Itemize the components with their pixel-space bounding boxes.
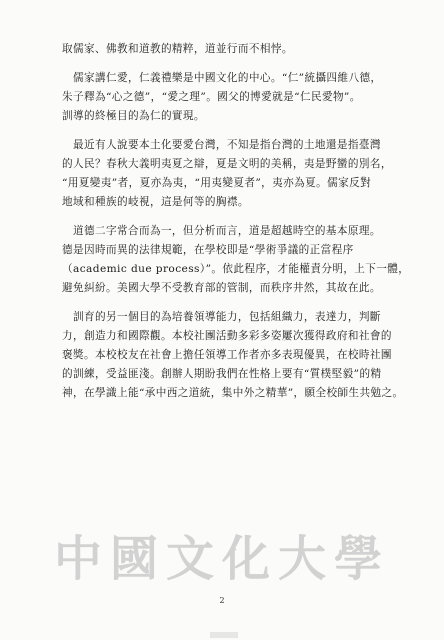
text-line: 儒家講仁愛，仁義禮樂是中國文化的中心。“仁”統攝四維八德， (62, 72, 382, 84)
text-line: 神，在學識上能“承中西之道統，集中外之精華”，願全校師生共勉之。 (62, 387, 404, 399)
text-line: 朱子釋為“心之德”，“愛之理”。國父的博愛就是“仁民愛物”。 (62, 91, 361, 103)
text-line: 訓導的終極目的為仁的實現。 (62, 110, 205, 122)
body-text (62, 40, 410, 413)
text-line: 褒獎。本校校友在社會上擔任領導工作者亦多表現優異，在校時社團 (62, 349, 392, 361)
text-line: 地域和種族的岐視，這是何等的胸襟。 (62, 196, 249, 208)
text-line: 的訓練，受益匪淺。創辦人期盼我們在性格上要有“質樸堅毅”的精 (62, 368, 382, 380)
scan-edge-mark (210, 632, 238, 638)
university-watermark: 中國文化大學 (53, 531, 390, 587)
paragraph-3 (62, 136, 392, 212)
text-line: 最近有人說要本土化要愛台灣，不知是指台灣的土地還是指臺灣 (62, 139, 381, 151)
text-line: 德是因時而異的法律規範，在學校即是“學術爭議的正當程序 (62, 244, 354, 256)
paragraph-2 (62, 69, 384, 126)
text-line: 力，創造力和國際觀。本校社團活動多彩多姿屢次獲得政府和社會的 (62, 330, 392, 342)
page-number: 2 (219, 596, 225, 605)
text-line: 避免糾紛。美國大學不受教育部的管制，而秩序井然，其故在此。 (62, 282, 381, 294)
text-line: “用夏變夷”者，夏亦為夷，“用夷變夏者”，夷亦為夏。儒家反對 (62, 177, 372, 189)
paragraph-4 (62, 222, 410, 298)
text-line: 訓育的另一個目的為培養領導能力，包括組織力，表達力，判斷 (62, 311, 381, 323)
text-line: 道德二字常合而為一，但分析而言，道是超越時空的基本原理。 (62, 225, 381, 237)
text-line: 取儒家、佛教和道教的精粹，道並行而不相悖。 (62, 43, 293, 55)
text-line: 的人民？春秋大義明夷夏之辯，夏是文明的美稱，夷是野蠻的別名， (62, 158, 392, 170)
paragraph-5 (62, 308, 404, 403)
paragraph-1 (62, 40, 384, 59)
text-line: （academic due process）”。依此程序，才能權責分明，上下一體， (62, 263, 410, 275)
